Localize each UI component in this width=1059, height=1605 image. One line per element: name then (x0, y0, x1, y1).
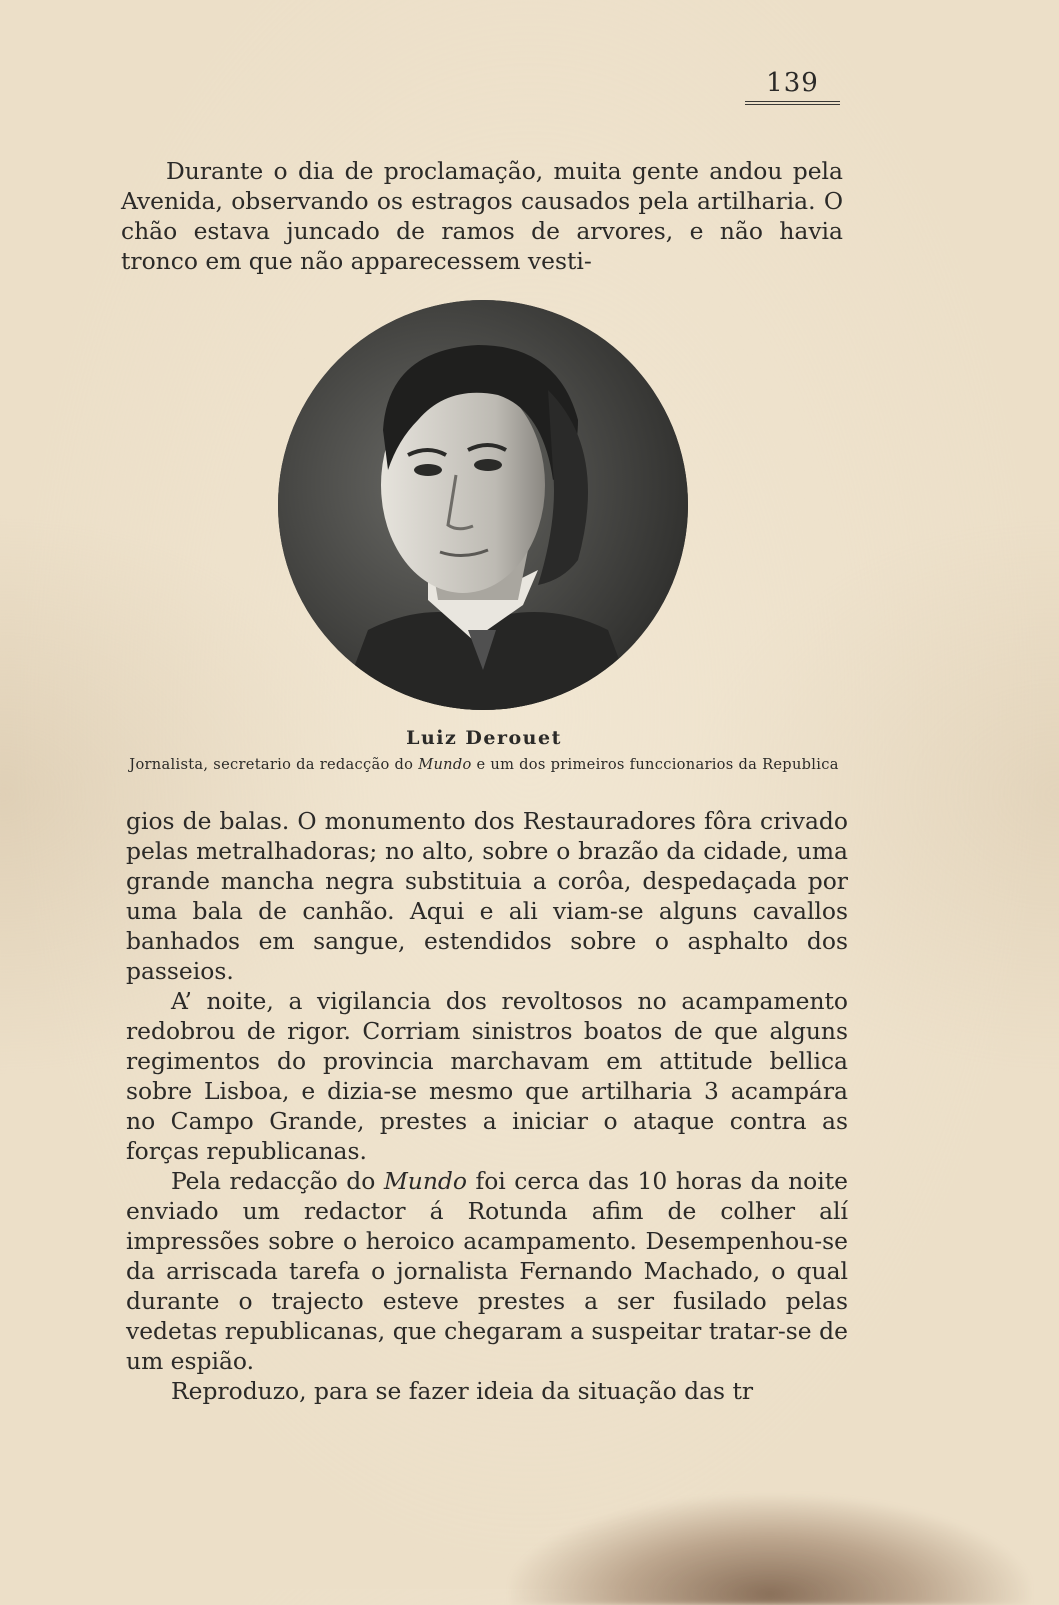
paragraph-4 (126, 1166, 848, 1376)
caption-newspaper-title: Mundo (418, 756, 472, 773)
paragraph-1: Durante o dia de proclamação, muita gente andou pela Avenida, observando os estragos causados pela artilharia. O chão estava juncado de ramos de arvores, e não havia tronco em que não apparecessem vesti- (121, 157, 843, 275)
paragraph-3: A’ noite, a vigilancia dos revoltosos no acampamento redobrou de rigor. Corriam sinistros boatos de que alguns regimentos do provincia marchavam em attitude bellica sobre Lisboa, e dizia-se mesmo que artilharia 3 acampára no Campo Grande, prestes a iniciar o ataque contra as forças republicanas. (126, 987, 848, 1165)
paragraph-5: Reproduzo, para se fazer ideia da situação das tr (171, 1377, 754, 1405)
caption-description (121, 754, 847, 776)
paragraph-2: gios de balas. O monumento dos Restauradores fôra crivado pelas metralhadoras; no alto, sobre o brazão da cidade, uma grande mancha negra substituia a corôa, despedaçada por uma bala de canhão. Aqui e ali viam-se alguns cavallos banhados em sangue, estendidos sobre o asphalto dos passeios. (126, 807, 848, 985)
caption-name: Luiz Derouet (406, 727, 562, 749)
caption-text-start: Jornalista, secretario da redacção do (129, 756, 419, 773)
caption-text-end: e um dos primeiros funccionarios da Republica (471, 756, 839, 773)
page-number-rule (745, 101, 840, 105)
paragraph-4-start: Pela redacção do (171, 1167, 384, 1195)
paragraph-4-end: foi cerca das 10 horas da noite enviado um redactor á Rotunda afim de colher alí impressões sobre o heroico acampamento. Desempenhou-se da arriscada tarefa o jornalista Fernando Machado, o qual durante o trajecto esteve prestes a ser fusilado pelas vedetas republicanas, que chegaram a suspeitar tratar-se de um espião. (126, 1167, 848, 1375)
page-number: 139 (766, 68, 819, 98)
paragraph-4-newspaper-title: Mundo (383, 1167, 467, 1195)
portrait-photo (278, 300, 688, 710)
